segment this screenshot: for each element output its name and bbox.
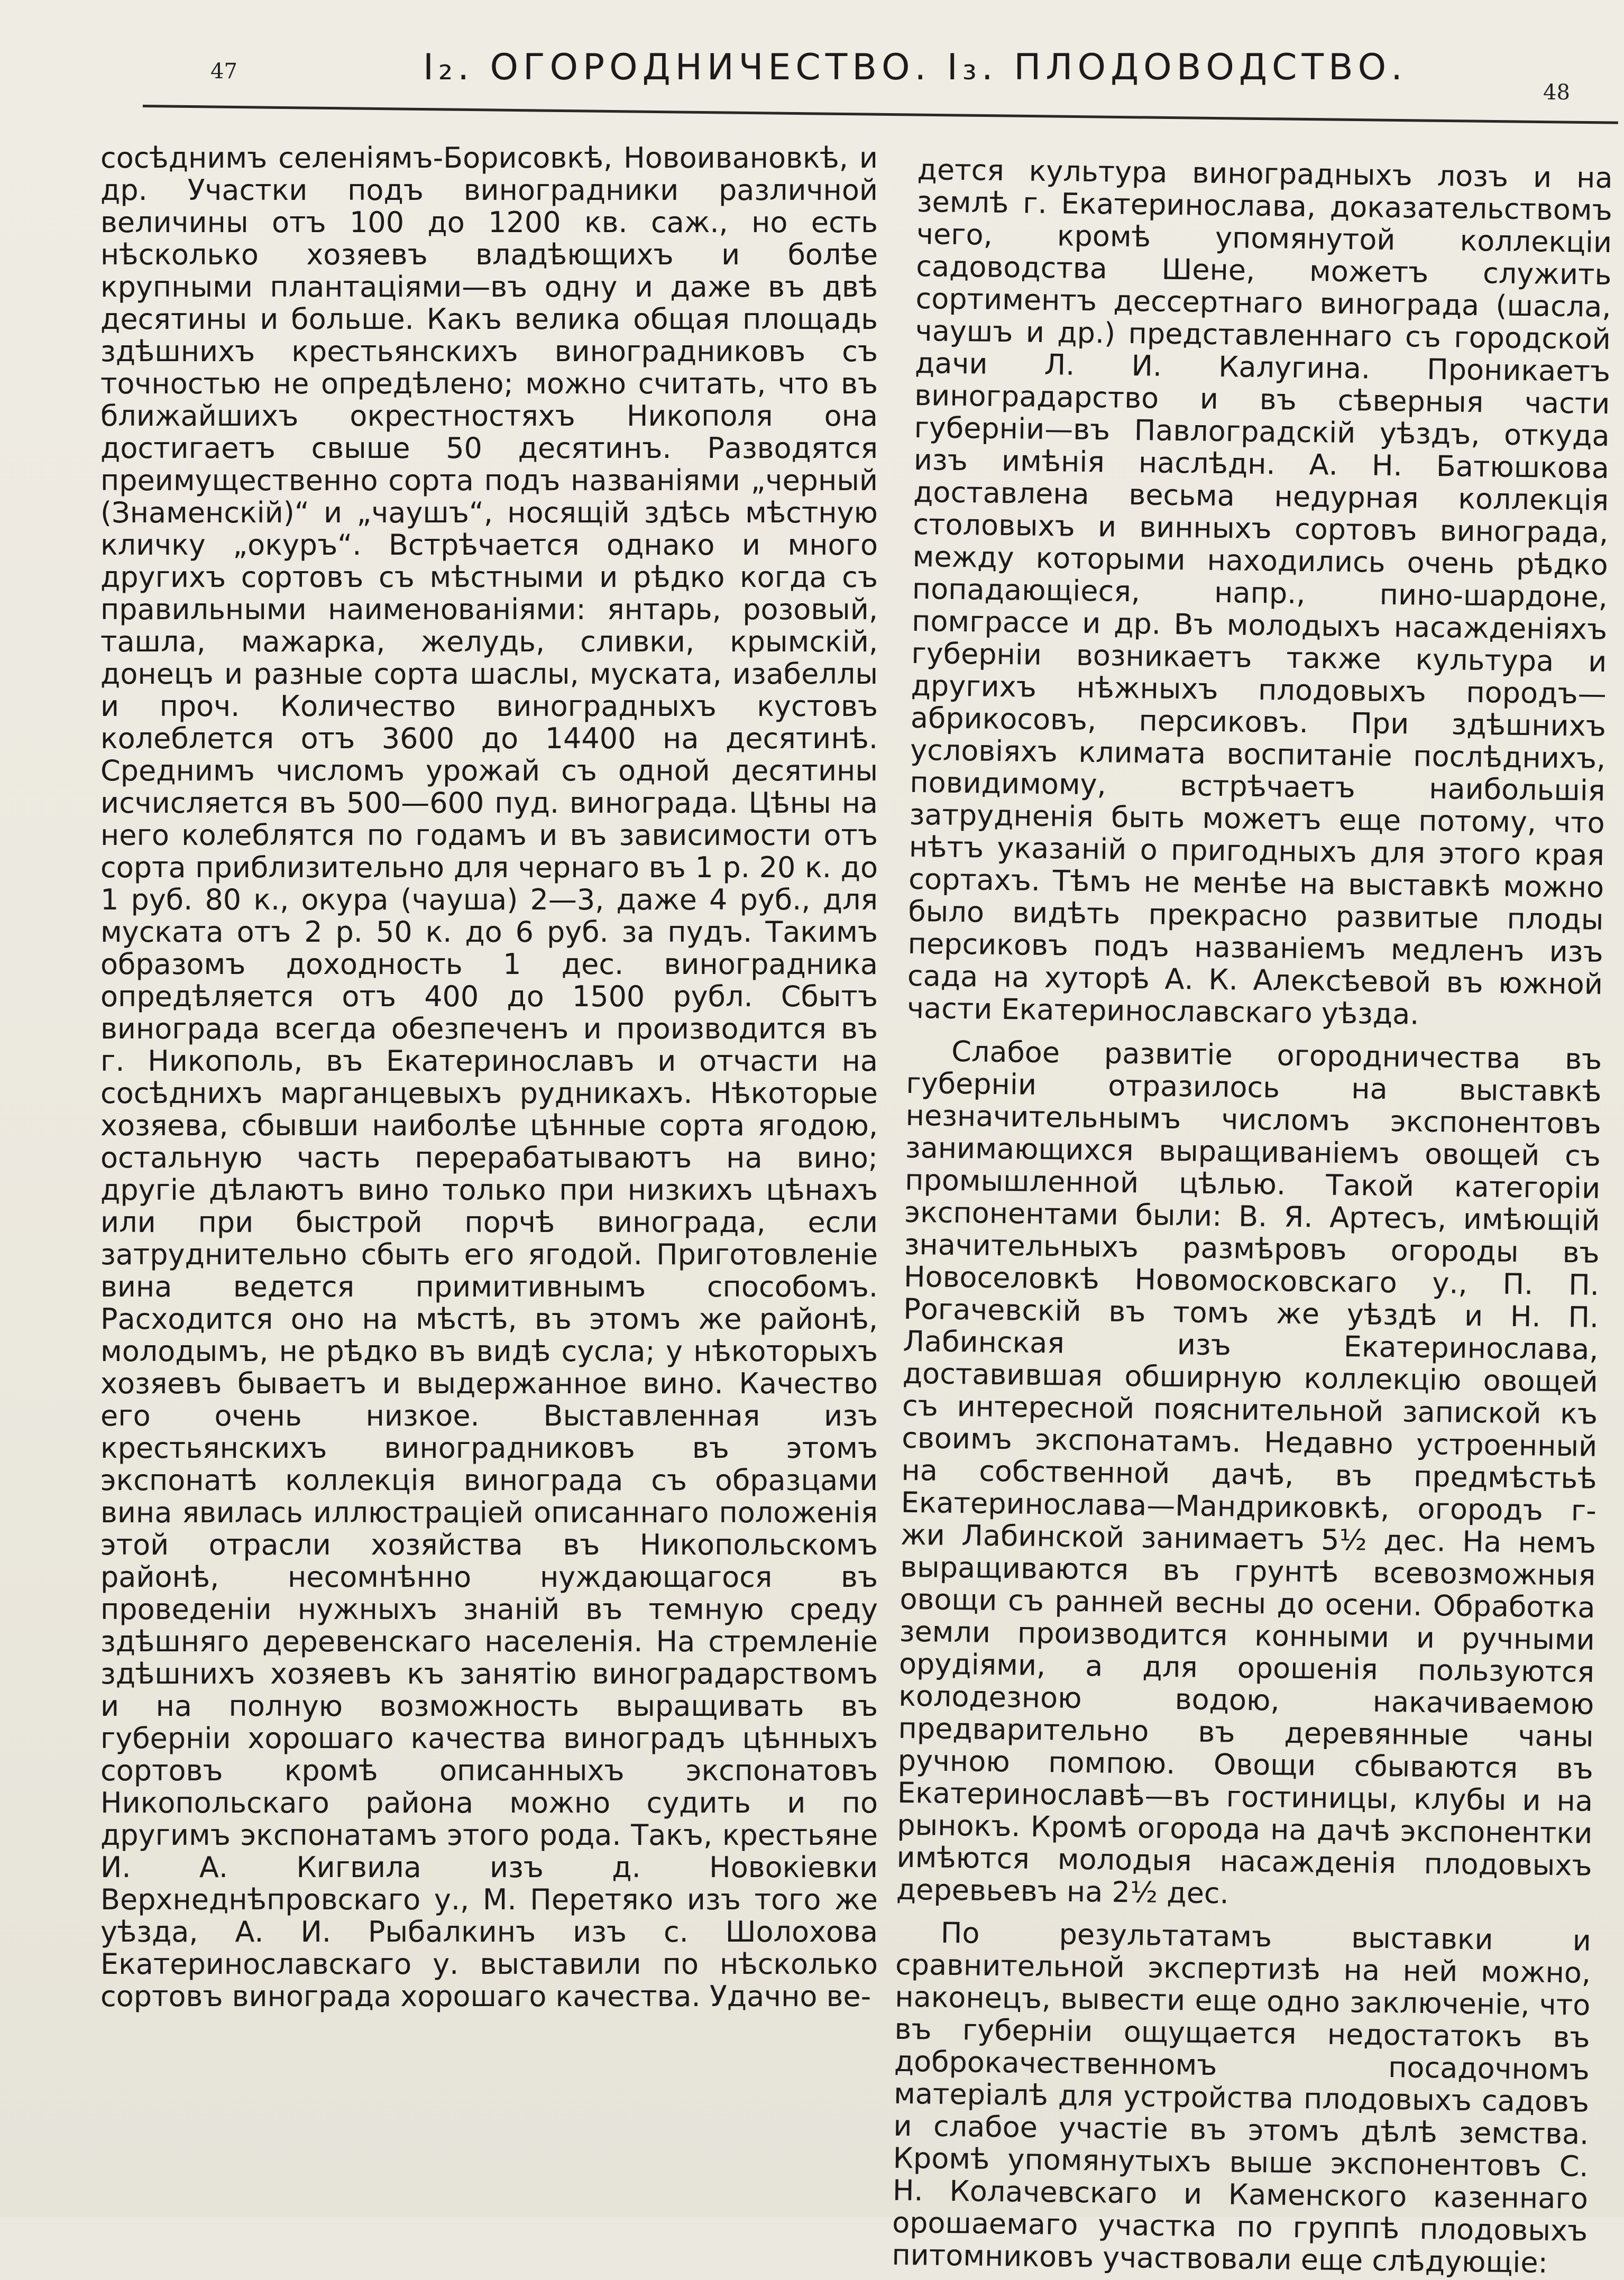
paragraph: сосѣднимъ селеніямъ-Борисовкѣ, Новоивановкѣ, и др. Участки подъ виноградники различной величины отъ 100 до 1200 кв. саж., но есть нѣсколько хозяевъ владѣющихъ и болѣе крупными плантаціями—въ одну и даже въ двѣ десятины и больше. Какъ велика общая площадь здѣшнихъ крестьянскихъ виноградниковъ съ точностью не опредѣлено; можно считать, что въ ближайшихъ окрестностяхъ Никополя она достигаетъ свыше 50 десятинъ. Разводятся преимущественно сорта подъ названіями „черный (Знаменскій)“ и „чаушъ“, носящій здѣсь мѣстную кличку „окуръ“. Встрѣчается однако и много другихъ сортовъ съ мѣстными и рѣдко когда съ правильными наименованіями: янтарь, розовый, ташла, мажарка, желудь, сливки, крымскій, донецъ и разные сорта шаслы, муската, изабеллы и проч. Количество виноградныхъ кустовъ колеблется отъ 3600 до 14400 на десятинѣ. Среднимъ числомъ урожай съ одной десятины исчисляется въ 500—600 пуд. винограда. Цѣны на него колеблятся по годамъ и въ зависимости отъ сорта приблизительно для чернаго въ 1 р. 20 к. до 1 руб. 80 к., окура (чауша) 2—3, даже 4 руб., для муската отъ 2 р. 50 к. до 6 руб. за пудъ. Такимъ образомъ доходность 1 дес. виноградника опредѣляется отъ 400 до 1500 рубл. Сбытъ винограда всегда обезпеченъ и производится въ г. Никополь, въ Екатеринославъ и отчасти на сосѣднихъ марганцевыхъ рудникахъ. Нѣкоторые хозяева, сбывши наиболѣе цѣнные сорта ягодою, остальную часть перерабатываютъ на вино; другіе дѣлаютъ вино только при низкихъ цѣнахъ или при быстрой порчѣ винограда, если затруднительно сбыть его ягодой. Приготовленіе вина ведется примитивнымъ способомъ. Расходится оно на мѣстѣ, въ этомъ же районѣ, молодымъ, не рѣдко въ видѣ сусла; у нѣкоторыхъ хозяевъ бываетъ и выдержанное вино. Качество его очень низкое. Выставленная изъ крестьянскихъ виноградниковъ въ этомъ экспонатѣ коллекція винограда съ образцами вина явилась иллюстраціей описаннаго положенія этой отрасли хозяйства въ Никопольскомъ районѣ, несомнѣнно нуждающагося въ проведеніи нужныхъ знаній въ темную среду здѣшняго деревенскаго населенія. На стремленіе здѣшнихъ хозяевъ къ занятію виноградарствомъ и на полную возможность выращивать въ губерніи хорошаго качества виноградъ цѣнныхъ сортовъ кромѣ описанныхъ экспонатовъ Никопольскаго района можно судить и по другимъ экспонатамъ этого рода. Такъ, крестьяне И. А. Кигвила изъ д. Новокіевки Верхнеднѣпровскаго у., М. Перетяко изъ того же уѣзда, А. И. Рыбалкинъ изъ с. Шолохова Екатеринославскаго у. выставили по нѣсколько сортовъ винограда хорошаго качества. Удачно ве-	[100, 141, 878, 2013]
page-number-left: 47	[210, 59, 237, 84]
right-column	[892, 153, 1613, 2279]
left-column	[100, 141, 878, 2013]
running-head: I₂. ОГОРОДНИЧЕСТВО. I₃. ПЛОДОВОДСТВО.	[423, 47, 1407, 88]
page-number-right: 48	[1543, 80, 1570, 105]
paragraph: дется культура виноградныхъ лозъ и на землѣ г. Екатеринослава, доказательствомъ чего, кромѣ упомянутой коллекціи садоводства Шене, можетъ служить сортиментъ дессертнаго винограда (шасла, чаушъ и др.) представленнаго съ городской дачи Л. И. Калугина. Проникаетъ виноградарство и въ сѣверныя части губерніи—въ Павлоградскій уѣздъ, откуда изъ имѣнія наслѣдн. А. Н. Батюшкова доставлена весьма недурная коллекція столовыхъ и винныхъ сортовъ винограда, между которыми находились очень рѣдко попадающіеся, напр., пино-шардоне, помграссе и др. Въ молодыхъ насажденіяхъ губерніи возникаетъ также культура и другихъ нѣжныхъ плодовыхъ породъ—абрикосовъ, персиковъ. При здѣшнихъ условіяхъ климата воспитаніе послѣднихъ, повидимому, встрѣчаетъ наибольшія затрудненія быть можетъ еще потому, что нѣтъ указаній о пригодныхъ для этого края сортахъ. Тѣмъ не менѣе на выставкѣ можно было видѣть прекрасно развитые плоды персиковъ подъ названіемъ медленъ изъ сада на хуторѣ А. К. Алексѣевой въ южной части Екатеринославскаго уѣзда.	[906, 153, 1613, 1031]
header-rule	[143, 105, 1618, 124]
paragraph: По результатамъ выставки и сравнительной экспертизѣ на ней можно, наконецъ, вывести еще одно заключеніе, что въ губерніи ощущается недостатокъ въ доброкачественномъ посадочномъ матеріалѣ для устройства плодовыхъ садовъ и слабое участіе въ этомъ дѣлѣ земства. Кромѣ упомянутыхъ выше экспонентовъ С. Н. Колачевскаго и Каменского казеннаго орошаемаго участка по группѣ плодовыхъ питомниковъ участвовали еще слѣдующіе:	[892, 1916, 1592, 2279]
paragraph: Слабое развитіе огородничества въ губерніи отразилось на выставкѣ незначительнымъ числомъ экспонентовъ занимающихся выращиваніемъ овощей съ промышленной цѣлью. Такой категоріи экспонентами были: В. Я. Артесъ, имѣющій значительныхъ размѣровъ огороды въ Новоселовкѣ Новомосковскаго у., П. П. Рогачевскій въ томъ же уѣздѣ и Н. П. Лабинская изъ Екатеринослава, доставившая обширную коллекцію овощей съ интересной пояснительной запиской къ своимъ экспонатамъ. Недавно устроенный на собственной дачѣ, въ предмѣстьѣ Екатеринослава—Мандриковкѣ, огородъ г-жи Лабинской занимаетъ 5½ дес. На немъ выращиваются въ грунтѣ всевозможныя овощи съ ранней весны до осени. Обработка земли производится конными и ручными орудіями, а для орошенія пользуются колодезною водою, накачиваемою предварительно въ деревянные чаны ручною помпою. Овощи сбываются въ Екатеринославѣ—въ гостиницы, клубы и на рынокъ. Кромѣ огорода на дачѣ экспонентки имѣются молодыя насажденія плодовыхъ деревьевъ на 2½ дес.	[896, 1034, 1602, 1910]
